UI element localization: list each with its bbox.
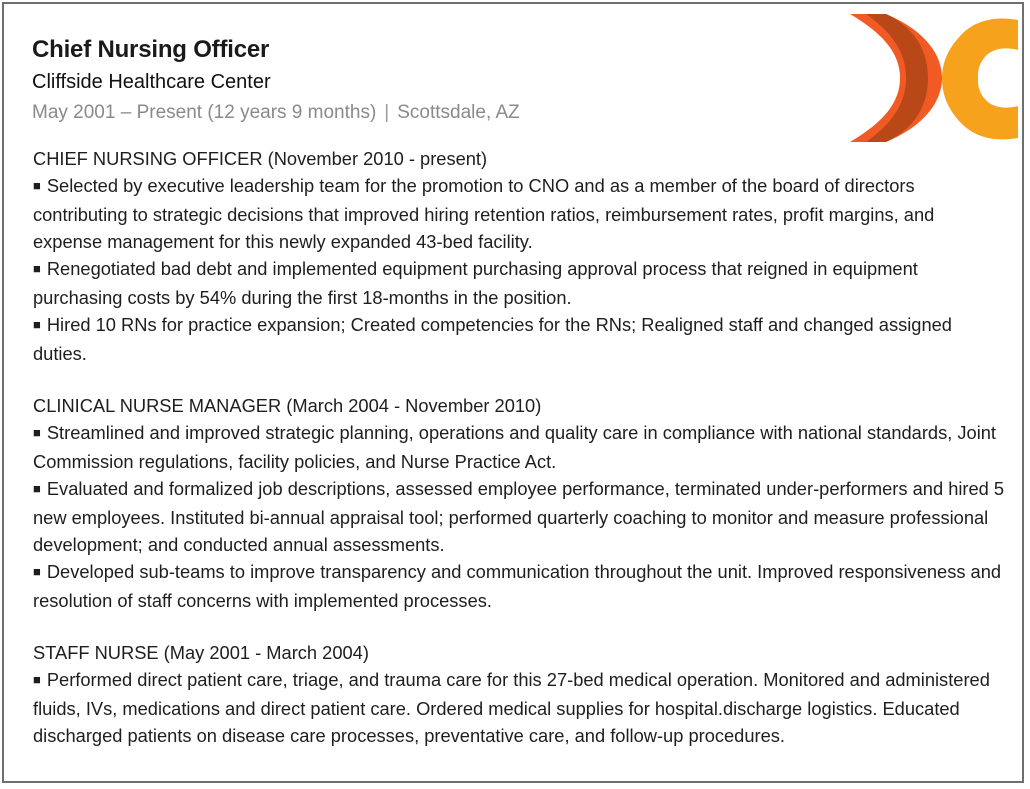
bullet-text: Performed direct patient care, triage, and trauma care for this 27-bed medical operation. Monitored and administered fluids, IVs, medications and direct patient care. Ordered medical supplies for hospital.discharge logistics. Educated discharged patients on disease care processes, preventative care, and follow-up procedures. — [33, 669, 990, 746]
bullet-text: Evaluated and formalized job descriptions, assessed employee performance, terminated under-performers and hired 5 new employees. Instituted bi-annual appraisal tool; performed quarterly coaching to monitor and measure professional development; and conducted annual assessments. — [33, 478, 1005, 555]
bullet-item — [33, 419, 1008, 475]
bullet-icon: ■ — [33, 564, 41, 579]
job-meta — [32, 100, 520, 126]
employment-dates: May 2001 – Present (12 years 9 months) — [32, 102, 377, 123]
role-heading: CLINICAL NURSE MANAGER (March 2004 - November 2010) — [33, 395, 542, 416]
company-name: Cliffside Healthcare Center — [32, 71, 271, 93]
bullet-icon: ■ — [33, 317, 41, 332]
bullet-text: Selected by executive leadership team for the promotion to CNO and as a member of the board of directors contributing to strategic decisions that improved hiring retention ratios, reimbursement rates, profit margins, and expense management for this newly expanded 43-bed facility. — [33, 175, 935, 252]
experience-section — [33, 639, 1008, 749]
bullet-icon: ■ — [33, 178, 41, 193]
role-heading: CHIEF NURSING OFFICER (November 2010 - present) — [33, 148, 488, 169]
bullet-icon: ■ — [33, 481, 41, 496]
job-title: Chief Nursing Officer — [32, 36, 270, 63]
bullet-item — [33, 558, 1008, 614]
experience-section — [33, 392, 1008, 614]
bullet-icon: ■ — [33, 261, 41, 276]
bullet-icon: ■ — [33, 425, 41, 440]
bullet-item — [33, 311, 1008, 367]
bullet-text: Hired 10 RNs for practice expansion; Created competencies for the RNs; Realigned staff and changed assigned duties. — [33, 314, 952, 364]
meta-separator: | — [384, 102, 390, 123]
bullet-text: Developed sub-teams to improve transparency and communication throughout the unit. Improved responsiveness and resolution of staff concerns with implemented processes. — [33, 561, 1002, 611]
bullet-text: Streamlined and improved strategic planning, operations and quality care in compliance with national standards, Joint Commission regulations, facility policies, and Nurse Practice Act. — [33, 422, 997, 472]
bullet-text: Renegotiated bad debt and implemented equipment purchasing approval process that reigned in equipment purchasing costs by 54% during the first 18-months in the position. — [33, 258, 918, 308]
job-header — [32, 34, 520, 126]
bullet-item — [33, 475, 1008, 558]
experience-section — [33, 145, 1008, 367]
bullet-icon: ■ — [33, 672, 41, 687]
resume-panel — [2, 2, 1024, 783]
experience-body — [33, 145, 1008, 774]
role-heading: STAFF NURSE (May 2001 - March 2004) — [33, 642, 369, 663]
bullet-item — [33, 172, 1008, 255]
bullet-item — [33, 666, 1008, 749]
bullet-item — [33, 255, 1008, 311]
company-logo-icon — [846, 10, 1018, 146]
job-location: Scottsdale, AZ — [397, 102, 520, 123]
